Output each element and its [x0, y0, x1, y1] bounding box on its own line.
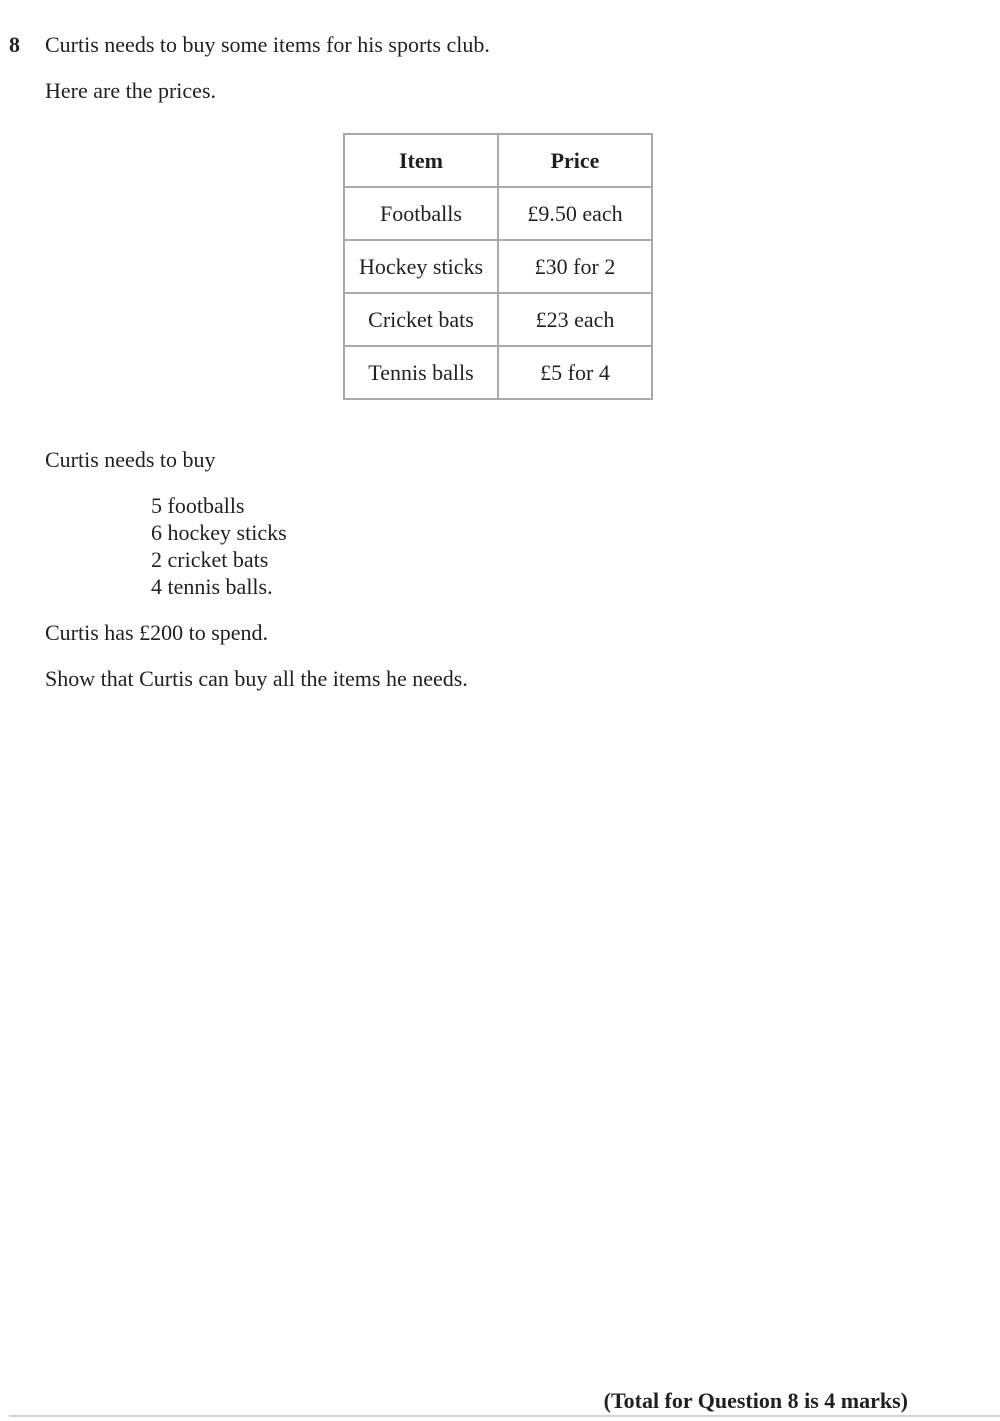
price-cell: £30 for 2	[498, 240, 652, 293]
price-table	[343, 133, 653, 400]
bottom-divider	[9, 1415, 1000, 1417]
table-row	[344, 187, 652, 240]
table-header-row	[344, 134, 652, 187]
list-item: 5 footballs	[151, 493, 245, 518]
list-item: 2 cricket bats	[151, 547, 269, 572]
question-number: 8	[9, 32, 20, 57]
question-intro: Curtis needs to buy some items for his sports club.	[45, 32, 490, 57]
prices-intro: Here are the prices.	[45, 78, 217, 103]
table-row	[344, 346, 652, 399]
budget-statement: Curtis has £200 to spend.	[45, 620, 269, 645]
table-row	[344, 240, 652, 293]
table-row	[344, 293, 652, 346]
shopping-list	[151, 492, 287, 600]
list-item: 4 tennis balls.	[151, 574, 273, 599]
list-item: 6 hockey sticks	[151, 520, 287, 545]
price-cell: £9.50 each	[498, 187, 652, 240]
price-cell: £5 for 4	[498, 346, 652, 399]
item-cell: Hockey sticks	[344, 240, 498, 293]
price-cell: £23 each	[498, 293, 652, 346]
task-statement: Show that Curtis can buy all the items he needs.	[45, 666, 468, 691]
header-price: Price	[498, 134, 652, 187]
header-item: Item	[344, 134, 498, 187]
total-marks: (Total for Question 8 is 4 marks)	[603, 1388, 908, 1413]
item-cell: Footballs	[344, 187, 498, 240]
item-cell: Cricket bats	[344, 293, 498, 346]
item-cell: Tennis balls	[344, 346, 498, 399]
needs-intro: Curtis needs to buy	[45, 447, 216, 472]
